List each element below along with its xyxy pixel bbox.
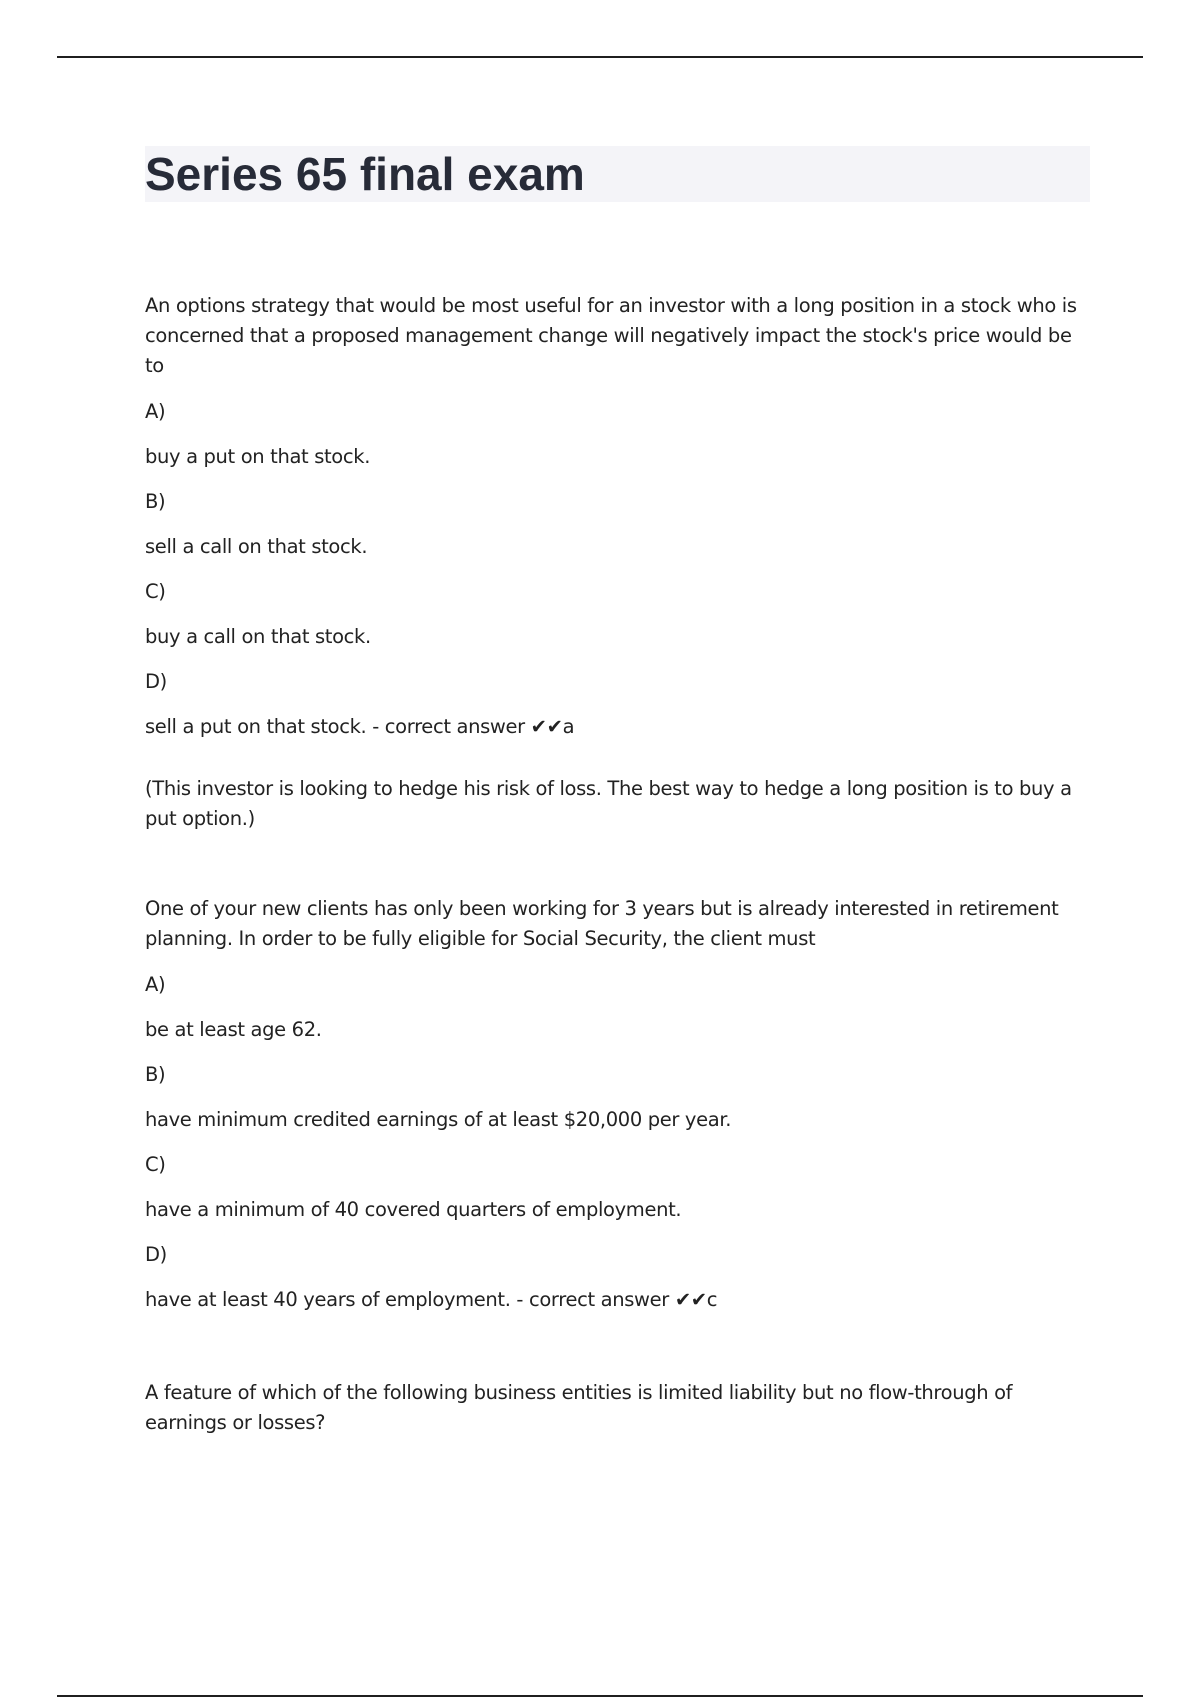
option-text-a: buy a put on that stock. — [145, 445, 371, 468]
question-block-2 — [145, 894, 1090, 1330]
option-text-b: have minimum credited earnings of at least $20,000 per year. — [145, 1108, 732, 1131]
question-text: One of your new clients has only been working for 3 years but is already interested in retirement planning. In order to be fully eligible for Social Security, the client must — [145, 897, 1059, 950]
option-letter-d: D) — [145, 1243, 167, 1266]
option-text-b: sell a call on that stock. — [145, 535, 368, 558]
option-text-a: be at least age 62. — [145, 1018, 322, 1041]
option-text-d-answer: have at least 40 years of employment. - correct answer ✔✔c — [145, 1288, 718, 1311]
page-title: Series 65 final exam — [145, 148, 585, 200]
option-text-d-answer: sell a put on that stock. - correct answer ✔✔a — [145, 715, 575, 738]
option-letter-b: B) — [145, 1063, 166, 1086]
question-block-3 — [145, 1378, 1090, 1454]
option-letter-c: C) — [145, 1153, 166, 1176]
question-block-1 — [145, 291, 1090, 757]
option-text-c: have a minimum of 40 covered quarters of employment. — [145, 1198, 682, 1221]
option-letter-a: A) — [145, 973, 166, 996]
bottom-rule — [57, 1695, 1143, 1697]
option-text-c: buy a call on that stock. — [145, 625, 371, 648]
top-rule — [57, 56, 1143, 58]
option-letter-a: A) — [145, 400, 166, 423]
question-text: An options strategy that would be most useful for an investor with a long position in a stock who is concerned that a proposed management change will negatively impact the stock's price would be to — [145, 294, 1077, 377]
option-letter-b: B) — [145, 490, 166, 513]
explanation-text: (This investor is looking to hedge his risk of loss. The best way to hedge a long position is to buy a put option.) — [145, 777, 1072, 830]
option-letter-c: C) — [145, 580, 166, 603]
option-letter-d: D) — [145, 670, 167, 693]
question-text: A feature of which of the following business entities is limited liability but no flow-through of earnings or losses? — [145, 1381, 1013, 1434]
